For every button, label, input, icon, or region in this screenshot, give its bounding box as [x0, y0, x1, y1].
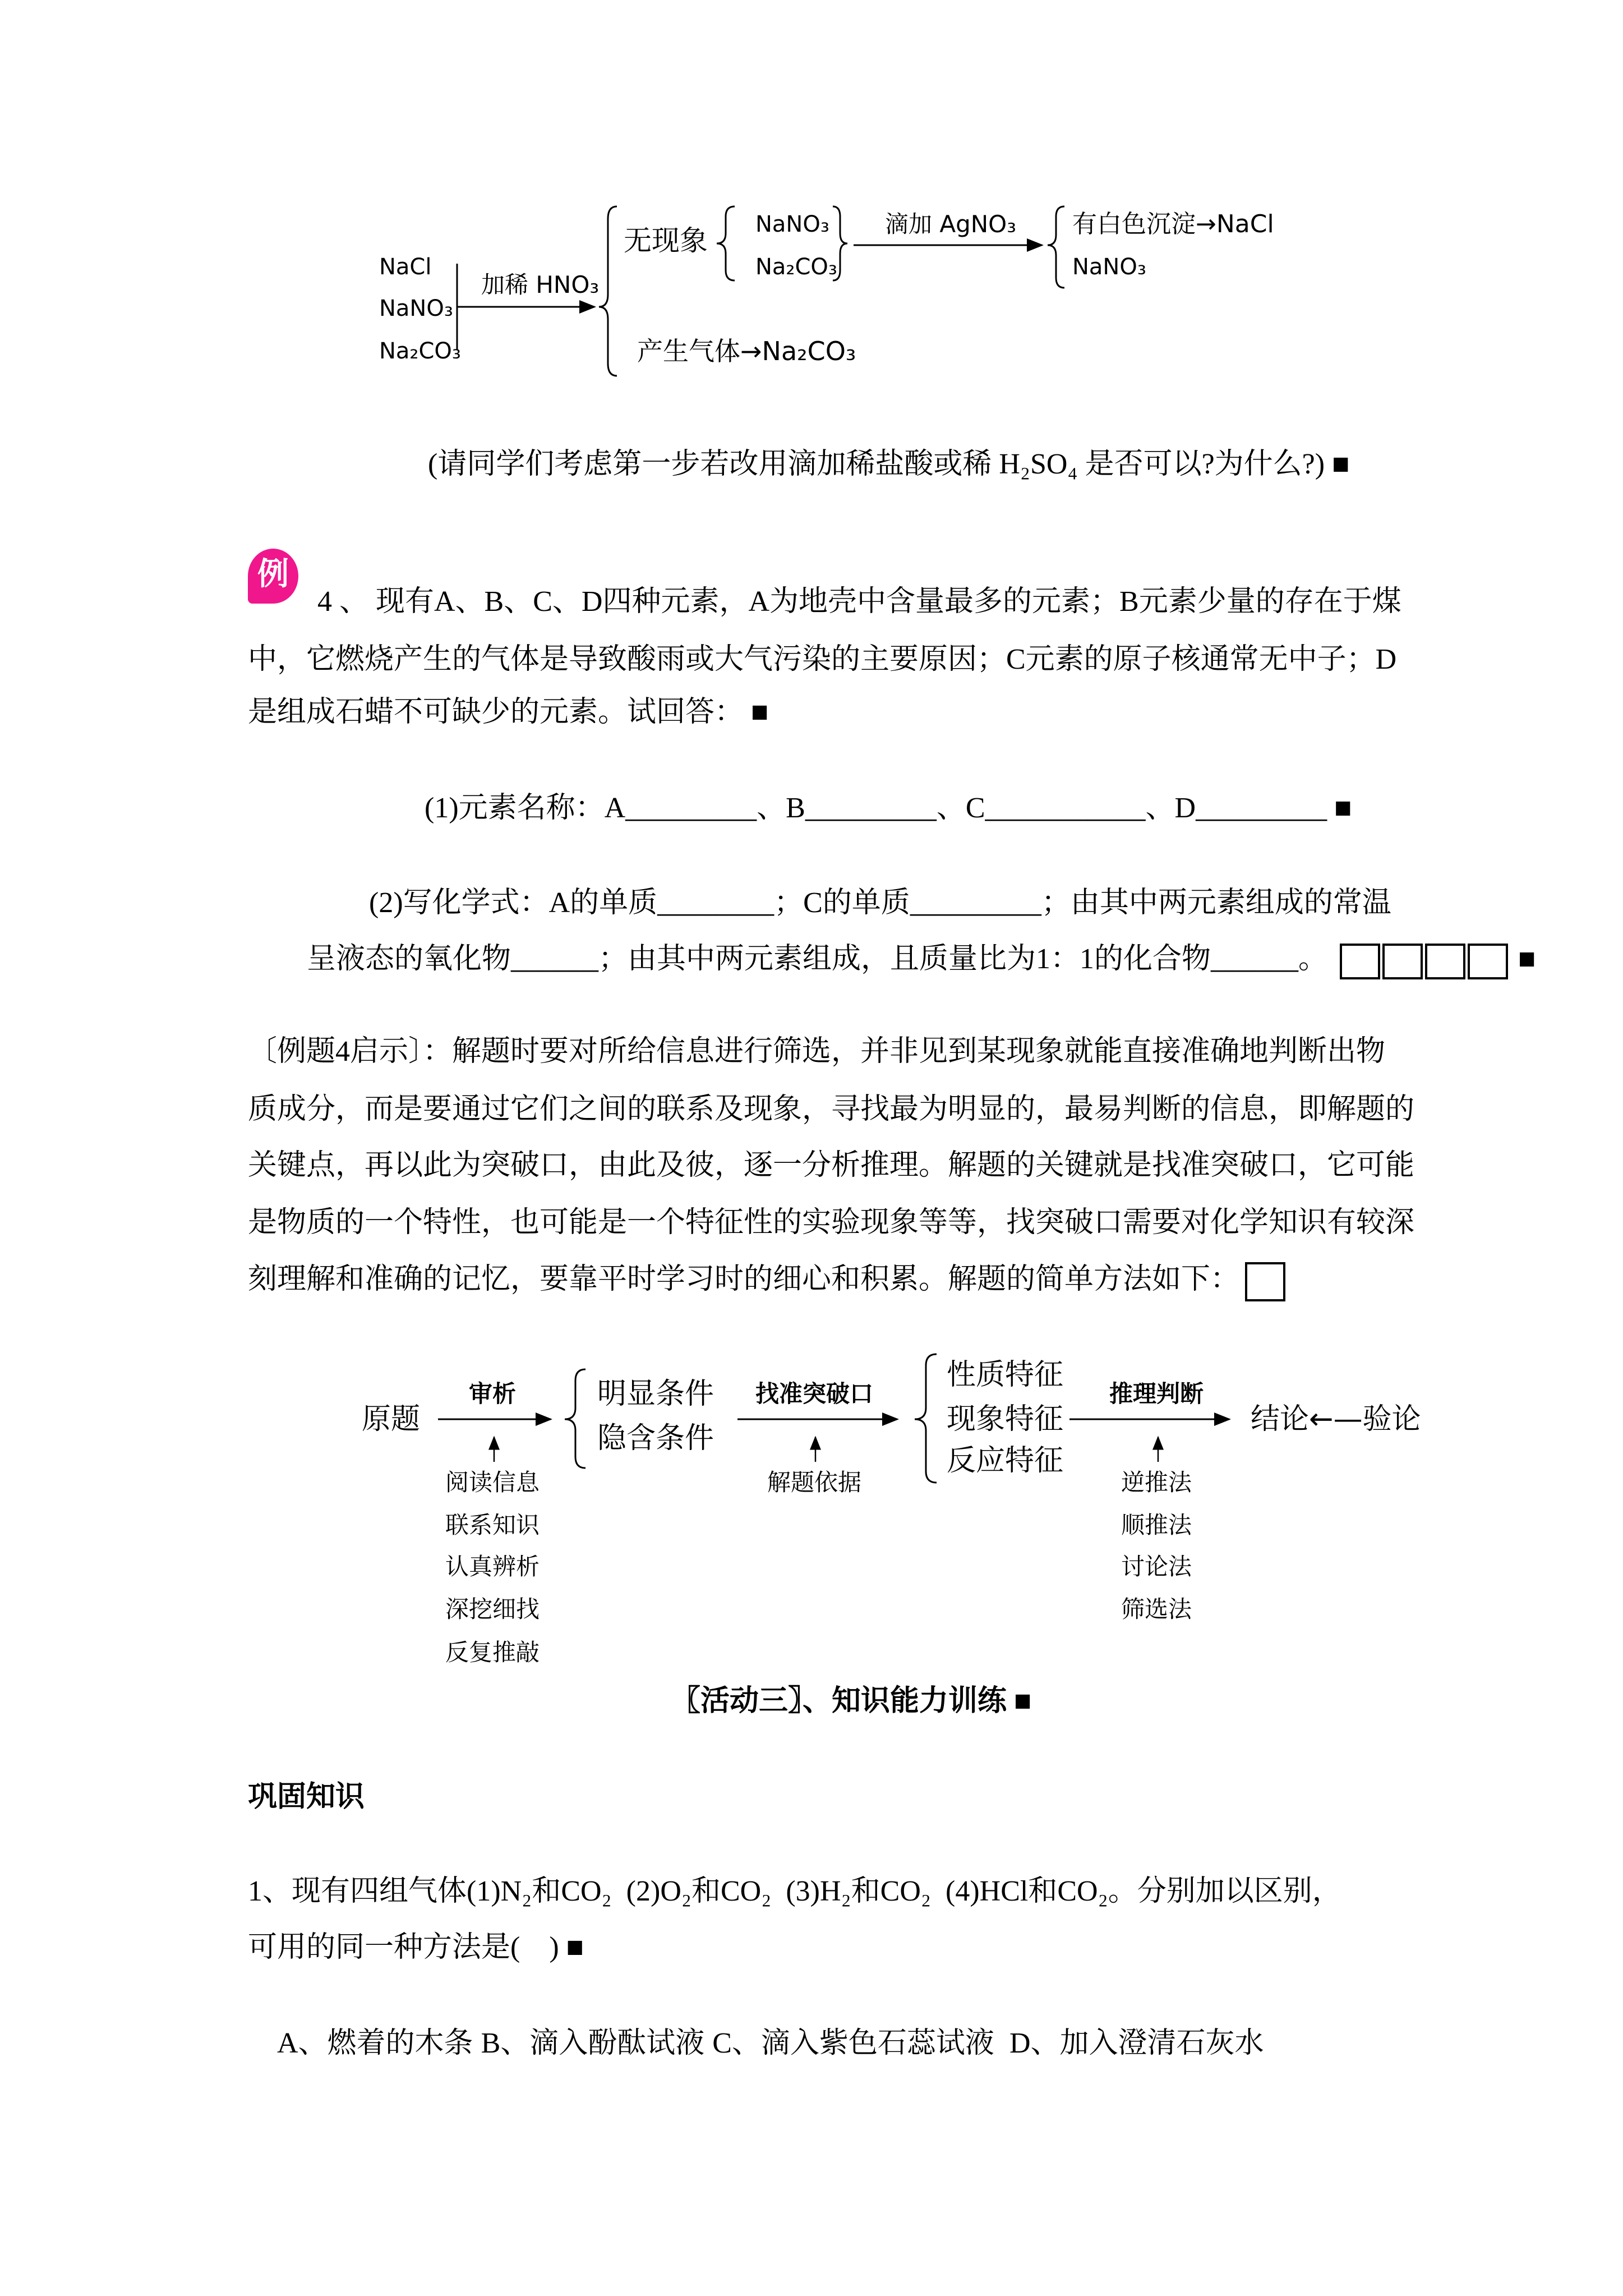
- review-note-2: 联系知识: [445, 1511, 540, 1539]
- option-b: B、滴入酚酞试液: [481, 2027, 705, 2059]
- review-note-1: 阅读信息: [445, 1469, 540, 1496]
- insight-line-2: 质成分，而是要通过它们之间的联系及现象，寻找最为明显的，最易判断的信息，即解题的: [248, 1093, 1415, 1125]
- feature-reaction: 反应特征: [947, 1444, 1064, 1478]
- example4-question-2-line-2: [307, 942, 1536, 979]
- answer-box: [1340, 944, 1380, 979]
- insight-line-3: 关键点，再以此为突破口，由此及彼，逐一分析推理。解题的关键就是找准突破口，它可能: [248, 1149, 1415, 1181]
- review-note-5: 反复推敲: [445, 1639, 540, 1666]
- brace-features: [915, 1354, 937, 1483]
- review-note-3: 认真辨析: [445, 1553, 540, 1580]
- answer-box: [1425, 944, 1465, 979]
- empty-box: [1245, 1262, 1285, 1301]
- branch-no-change: 无现象: [624, 224, 708, 257]
- brace-results: [1048, 206, 1064, 288]
- result-nano3: NaNO₃: [1072, 254, 1146, 280]
- breakthrough-note: 解题依据: [767, 1469, 862, 1496]
- condition-explicit: 明显条件: [597, 1377, 714, 1411]
- question-2-line-2-text: 呈液态的氧化物______；由其中两元素组成，且质量比为1：1的化合物______。: [307, 943, 1328, 975]
- end-mark: ■: [1518, 943, 1536, 975]
- input-nacl: NaCl: [379, 254, 432, 280]
- question1-options: [277, 2027, 1272, 2060]
- remaining-na2co3: Na₂CO₃: [755, 254, 837, 280]
- example4-stem-line-3: 是组成石蜡不可缺少的元素。试回答： ■: [248, 696, 769, 728]
- question1-line-2: 可用的同一种方法是( ) ■: [248, 1931, 584, 1963]
- branch-gas: 产生气体→Na₂CO₃: [637, 336, 856, 366]
- brace-branches: [599, 206, 617, 376]
- reasoning-note-2: 顺推法: [1121, 1511, 1192, 1539]
- section-title: 巩固知识: [248, 1781, 365, 1813]
- method-step-review: 审析: [469, 1380, 517, 1407]
- method-step-reasoning: 推理判断: [1109, 1380, 1204, 1407]
- option-d: D、加入澄清石灰水: [1009, 2027, 1264, 2059]
- reasoning-note-1: 逆推法: [1121, 1469, 1192, 1496]
- method-start: 原题: [362, 1402, 421, 1436]
- step-add-acid-label: 加稀 HNO₃: [481, 271, 600, 298]
- think-note: (请同学们考虑第一步若改用滴加稀盐酸或稀 H₂SO₄ 是否可以?为什么?) ■: [428, 448, 1350, 480]
- reasoning-note-4: 筛选法: [1121, 1595, 1192, 1623]
- method-end: 结论←—验论: [1251, 1402, 1421, 1436]
- input-nano3: NaNO₃: [379, 296, 453, 321]
- feature-property: 性质特征: [947, 1358, 1064, 1392]
- question1-line-1: 1、现有四组气体(1)N₂和CO₂ (2)O₂和CO₂ (3)H₂和CO₂ (4)HCl和CO₂。分别加以区别，: [248, 1875, 1341, 1907]
- example-badge: 例: [248, 549, 298, 604]
- method-step-breakthrough: 找准突破口: [755, 1380, 874, 1407]
- review-note-4: 深挖细找: [445, 1595, 540, 1623]
- step-add-silver-nitrate-label: 滴加 AgNO₃: [885, 210, 1017, 238]
- insight-line-5: [248, 1262, 1288, 1301]
- option-a: A、燃着的木条: [277, 2027, 473, 2059]
- answer-box: [1382, 944, 1423, 979]
- insight-line-5-text: 刻理解和准确的记忆，要靠平时学习时的细心和积累。解题的简单方法如下：: [248, 1263, 1240, 1295]
- brace-remaining-open: [717, 206, 735, 280]
- brace-conditions: [565, 1369, 585, 1468]
- example4-question-2-line-1: (2)写化学式：A的单质________；C的单质_________；由其中两元素组成的常温: [369, 887, 1391, 919]
- example4-question-1: (1)元素名称：A_________、B_________、C___________、D_________ ■: [425, 792, 1352, 824]
- insight-line-4: 是物质的一个特性，也可能是一个特征性的实验现象等等，找突破口需要对化学知识有较深: [248, 1207, 1415, 1239]
- input-na2co3: Na₂CO₃: [379, 338, 461, 364]
- condition-implicit: 隐含条件: [597, 1421, 714, 1455]
- reasoning-note-3: 讨论法: [1121, 1553, 1192, 1580]
- option-c: C、滴入紫色石蕊试液: [712, 2027, 1002, 2059]
- example4-stem-line-1: 4 、 现有A、B、C、D四种元素，A为地壳中含量最多的元素；B元素少量的存在于煤: [317, 586, 1401, 618]
- example4-stem-line-2: 中，它燃烧产生的气体是导致酸雨或大气污染的主要原因；C元素的原子核通常无中子；D: [248, 643, 1397, 675]
- result-white-precipitate: 有白色沉淀→NaCl: [1072, 210, 1274, 238]
- remaining-nano3: NaNO₃: [755, 211, 829, 237]
- insight-line-1: 〔例题4启示〕：解题时要对所给信息进行筛选，并非见到某现象就能直接准确地判断出物: [248, 1036, 1386, 1068]
- answer-box: [1468, 944, 1508, 979]
- activity-heading: 〖活动三〗、知识能力训练 ■: [671, 1685, 1032, 1717]
- feature-phenomenon: 现象特征: [947, 1402, 1064, 1436]
